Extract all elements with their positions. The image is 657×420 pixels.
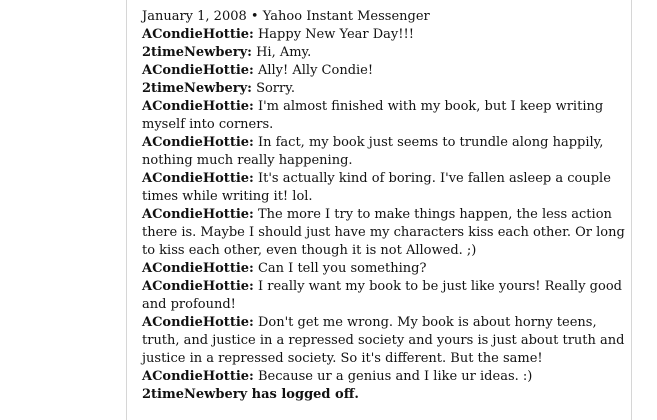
- chat-message: [142, 98, 626, 134]
- message-username: 2timeNewbery:: [142, 45, 252, 60]
- message-text: Because ur a genius and I like ur ideas. :): [257, 369, 533, 384]
- message-text: Happy New Year Day!!!: [257, 27, 414, 42]
- chat-message: [142, 206, 626, 260]
- message-text: It's actually kind of boring. I've fallen asleep a couple times while writing it! lol.: [142, 171, 611, 204]
- transcript-date: January 1, 2008: [142, 9, 247, 24]
- message-text: Hi, Amy.: [256, 45, 312, 60]
- message-username: ACondieHottie:: [142, 135, 254, 150]
- chat-message: [142, 80, 626, 98]
- message-text: Can I tell you something?: [257, 261, 427, 276]
- chat-transcript: [142, 8, 626, 404]
- message-text: The more I try to make things happen, the less action there is. Maybe I should just have my characters kiss each other. Or long to kiss each other, even though it is not Allowed. ;): [142, 207, 625, 258]
- message-username: ACondieHottie:: [142, 171, 254, 186]
- message-text: Ally! Ally Condie!: [257, 63, 374, 78]
- chat-message: [142, 44, 626, 62]
- chat-message: [142, 62, 626, 80]
- message-text: I really want my book to be just like yours! Really good and profound!: [142, 279, 622, 312]
- message-username: ACondieHottie:: [142, 261, 254, 276]
- message-username: 2timeNewbery:: [142, 81, 252, 96]
- message-username: ACondieHottie:: [142, 207, 254, 222]
- chat-message: [142, 134, 626, 170]
- message-username: ACondieHottie:: [142, 63, 254, 78]
- chat-message: [142, 26, 626, 44]
- message-username: ACondieHottie:: [142, 369, 254, 384]
- message-username: ACondieHottie:: [142, 99, 254, 114]
- message-text: I'm almost finished with my book, but I keep writing myself into corners.: [142, 99, 604, 132]
- right-border: [631, 0, 632, 420]
- service-name: Yahoo Instant Messenger: [262, 9, 430, 24]
- chat-message: [142, 260, 626, 278]
- left-border: [126, 0, 127, 420]
- message-username: ACondieHottie:: [142, 315, 254, 330]
- message-text: Sorry.: [256, 81, 295, 96]
- transcript-header: [142, 8, 626, 26]
- message-text: Don't get me wrong. My book is about horny teens, truth, and justice in a repressed society and yours is just about truth and justice in a repressed society. So it's different. But the same!: [142, 315, 625, 366]
- message-username: ACondieHottie:: [142, 279, 254, 294]
- message-text: In fact, my book just seems to trundle along happily, nothing much really happening.: [142, 135, 604, 168]
- chat-message: [142, 368, 626, 386]
- chat-message: [142, 314, 626, 368]
- message-username: ACondieHottie:: [142, 27, 254, 42]
- chat-message: [142, 278, 626, 314]
- chat-message: [142, 170, 626, 206]
- header-separator: •: [250, 9, 259, 24]
- logoff-notice: 2timeNewbery has logged off.: [142, 387, 359, 402]
